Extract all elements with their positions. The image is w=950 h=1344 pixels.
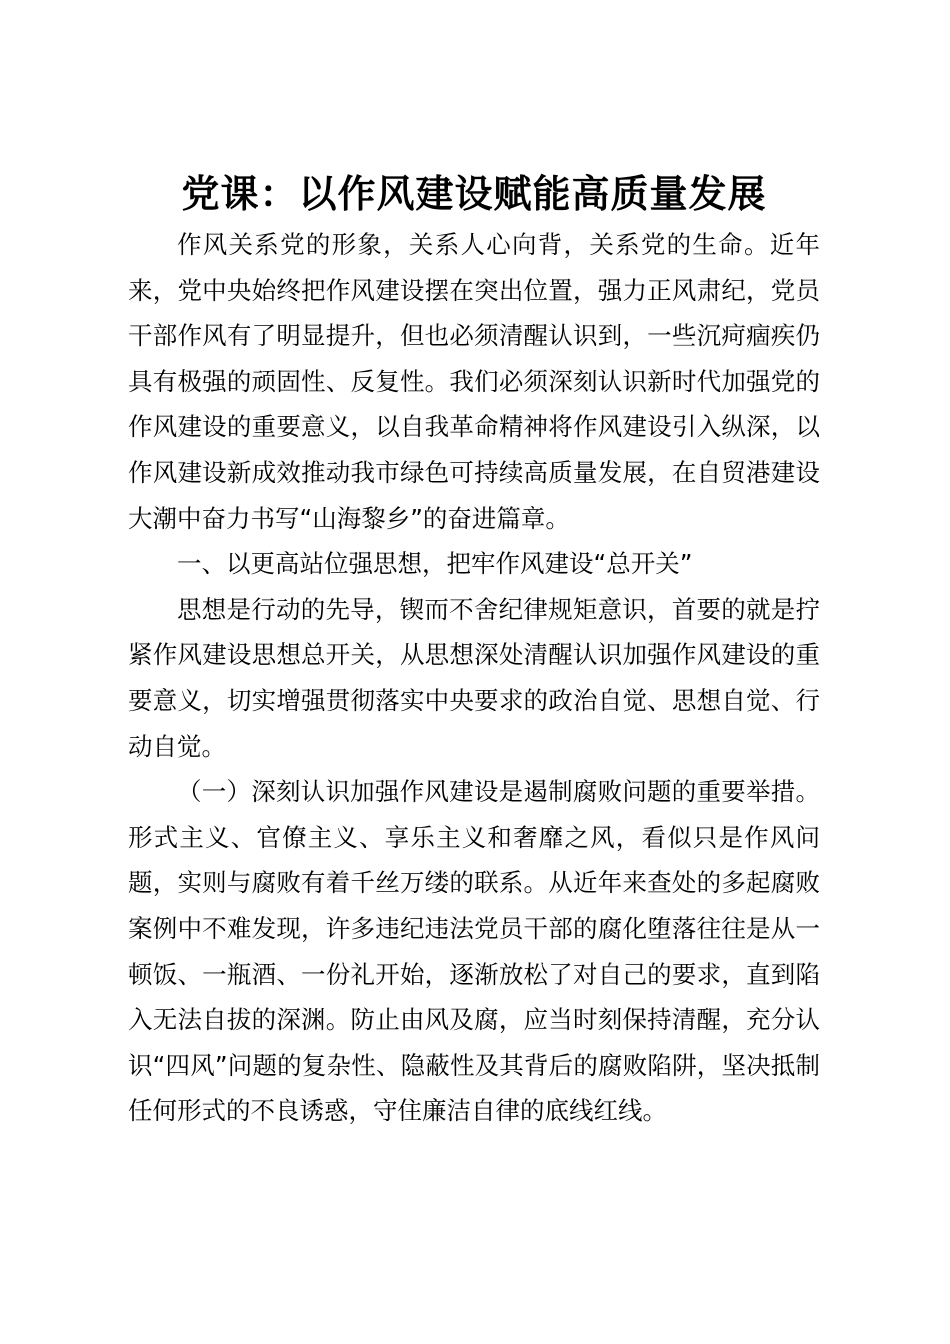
section-paragraph: 思想是行动的先导，锲而不舍纪律规矩意识，首要的就是拧紧作风建设思想总开关，从思想深处清醒认识加强作风建设的重要意义，切实增强贯彻落实中央要求的政治自觉、思想自觉、行动自觉。	[128, 594, 820, 761]
section-heading: 一、以更高站位强思想，把牢作风建设“总开关”	[177, 549, 693, 579]
document-body	[128, 222, 820, 1134]
document-page	[128, 0, 820, 1344]
document-title: 党课：以作风建设赋能高质量发展	[181, 172, 767, 216]
intro-paragraph: 作风关系党的形象，关系人心向背，关系党的生命。近年来，党中央始终把作风建设摆在突出位置，强力正风肃纪，党员干部作风有了明显提升，但也必须清醒认识到，一些沉疴痼疾仍具有极强的顽固性、反复性。我们必须深刻认识新时代加强党的作风建设的重要意义，以自我革命精神将作风建设引入纵深，以作风建设新成效推动我市绿色可持续高质量发展，在自贸港建设大潮中奋力书写“山海黎乡”的奋进篇章。	[128, 230, 820, 533]
subsection-paragraph: （一）深刻认识加强作风建设是遏制腐败问题的重要举措。形式主义、官僚主义、享乐主义和奢靡之风，看似只是作风问题，实则与腐败有着千丝万缕的联系。从近年来查处的多起腐败案例中不难发现，许多违纪违法党员干部的腐化堕落往往是从一顿饭、一瓶酒、一份礼开始，逐渐放松了对自己的要求，直到陷入无法自拔的深渊。防止由风及腐，应当时刻保持清醒，充分认识“四风”问题的复杂性、隐蔽性及其背后的腐败陷阱，坚决抵制任何形式的不良诱惑，守住廉洁自律的底线红线。	[128, 777, 820, 1126]
